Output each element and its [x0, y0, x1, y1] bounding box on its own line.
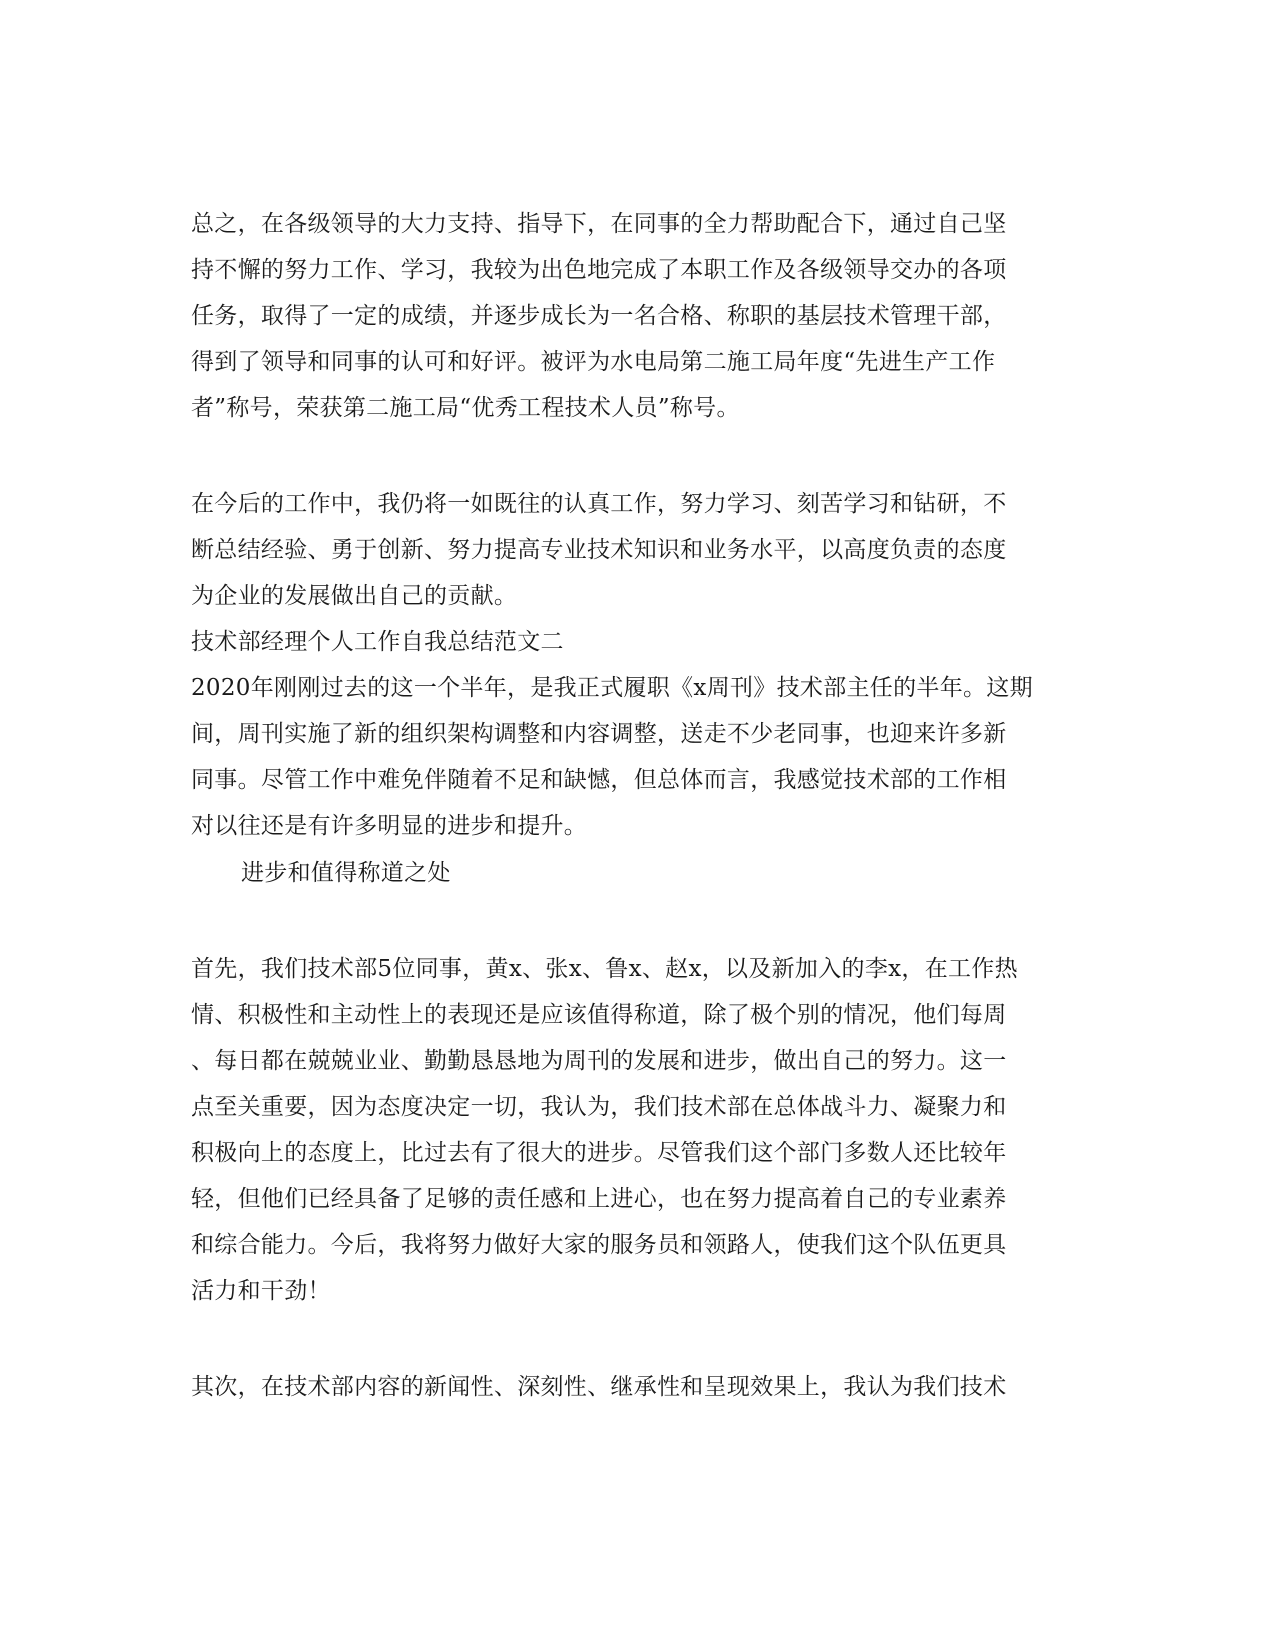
text-line: 在今后的工作中，我仍将一如既往的认真工作，努力学习、刻苦学习和钻研，不: [191, 491, 1007, 517]
text-line: 、每日都在兢兢业业、勤勤恳恳地为周刊的发展和进步，做出自己的努力。这一: [191, 1048, 1007, 1074]
text-line: 者”称号，荣获第二施工局“优秀工程技术人员”称号。: [191, 395, 740, 421]
text-line: 断总结经验、勇于创新、努力提高专业技术知识和业务水平，以高度负责的态度: [191, 537, 1007, 563]
text-line: 持不懈的努力工作、学习，我较为出色地完成了本职工作及各级领导交办的各项: [191, 257, 1007, 283]
text-line: 其次，在技术部内容的新闻性、深刻性、继承性和呈现效果上，我认为我们技术: [191, 1374, 1007, 1400]
text-line: 首先，我们技术部5位同事，黄x、张x、鲁x、赵x，以及新加入的李x，在工作热: [191, 956, 1018, 982]
text-line: 同事。尽管工作中难免伴随着不足和缺憾，但总体而言，我感觉技术部的工作相: [191, 767, 1007, 793]
text-line: 间，周刊实施了新的组织架构调整和内容调整，送走不少老同事，也迎来许多新: [191, 721, 1007, 747]
text-line: 活力和干劲！: [191, 1278, 331, 1304]
text-line: 轻，但他们已经具备了足够的责任感和上进心，也在努力提高着自己的专业素养: [191, 1186, 1007, 1212]
text-line: 情、积极性和主动性上的表现还是应该值得称道，除了极个别的情况，他们每周: [191, 1002, 1007, 1028]
section-heading: 技术部经理个人工作自我总结范文二: [191, 629, 564, 655]
text-line: 2020年刚刚过去的这一个半年，是我正式履职《x周刊》技术部主任的半年。这期: [191, 675, 1033, 701]
text-line: 点至关重要，因为态度决定一切，我认为，我们技术部在总体战斗力、凝聚力和: [191, 1094, 1007, 1120]
text-line: 总之，在各级领导的大力支持、指导下，在同事的全力帮助配合下，通过自己坚: [191, 211, 1007, 237]
text-line: 任务，取得了一定的成绩，并逐步成长为一名合格、称职的基层技术管理干部，: [191, 303, 1007, 329]
text-line: 积极向上的态度上，比过去有了很大的进步。尽管我们这个部门多数人还比较年: [191, 1140, 1007, 1166]
text-line: 得到了领导和同事的认可和好评。被评为水电局第二施工局年度“先进生产工作: [191, 349, 996, 375]
text-line: 和综合能力。今后，我将努力做好大家的服务员和领路人，使我们这个队伍更具: [191, 1232, 1007, 1258]
text-line: 对以往还是有许多明显的进步和提升。: [191, 813, 588, 839]
text-line: 为企业的发展做出自己的贡献。: [191, 583, 518, 609]
subheading: 进步和值得称道之处: [241, 860, 451, 886]
